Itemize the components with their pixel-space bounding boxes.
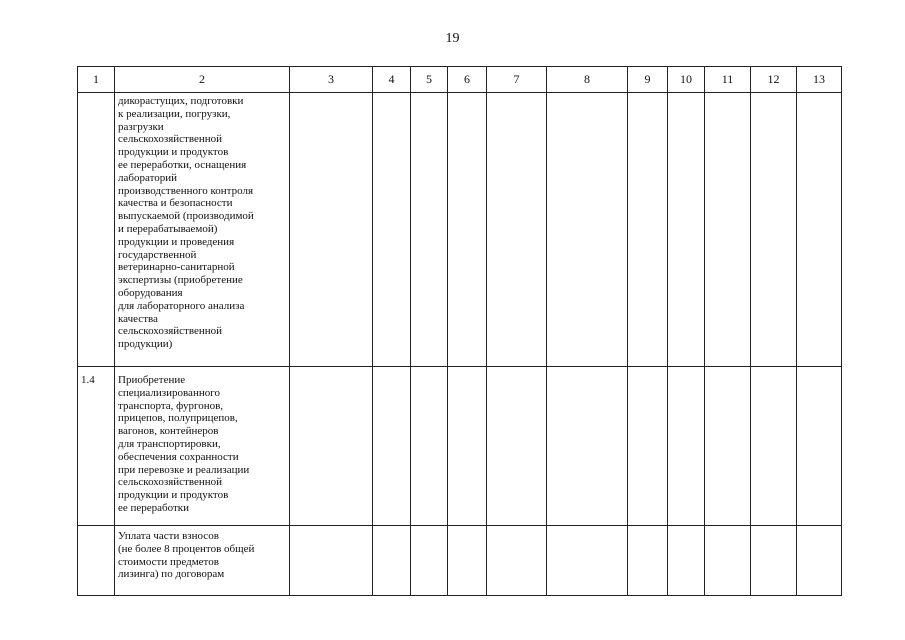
empty-cell xyxy=(411,367,448,526)
column-header: 1 xyxy=(78,67,115,93)
empty-cell xyxy=(668,93,705,367)
empty-cell xyxy=(705,526,751,596)
empty-cell xyxy=(373,367,411,526)
table-row xyxy=(78,526,842,596)
empty-cell xyxy=(547,93,628,367)
row-number: 1.4 xyxy=(78,367,115,526)
empty-cell xyxy=(290,367,373,526)
column-header: 11 xyxy=(705,67,751,93)
empty-cell xyxy=(487,367,547,526)
empty-cell xyxy=(487,93,547,367)
empty-cell xyxy=(547,526,628,596)
empty-cell xyxy=(411,93,448,367)
column-header: 7 xyxy=(487,67,547,93)
row-description: Приобретение специализированного транспорта, фургонов, прицепов, полуприцепов, вагонов, контейнеров для транспортировки, обеспечения сохранности при перевозке и реализации сельскохозяйственной продукции и продуктов ее переработки xyxy=(115,367,290,526)
empty-cell xyxy=(373,526,411,596)
empty-cell xyxy=(797,93,842,367)
empty-cell xyxy=(797,526,842,596)
row-number xyxy=(78,526,115,596)
column-header: 6 xyxy=(448,67,487,93)
header-row xyxy=(78,67,842,93)
column-header: 4 xyxy=(373,67,411,93)
empty-cell xyxy=(290,526,373,596)
empty-cell xyxy=(628,526,668,596)
empty-cell xyxy=(668,367,705,526)
data-table xyxy=(77,66,842,596)
empty-cell xyxy=(751,367,797,526)
empty-cell xyxy=(448,526,487,596)
empty-cell xyxy=(705,367,751,526)
column-header: 3 xyxy=(290,67,373,93)
column-header: 8 xyxy=(547,67,628,93)
empty-cell xyxy=(373,93,411,367)
column-header: 5 xyxy=(411,67,448,93)
empty-cell xyxy=(487,526,547,596)
empty-cell xyxy=(797,367,842,526)
empty-cell xyxy=(547,367,628,526)
empty-cell xyxy=(705,93,751,367)
column-header: 13 xyxy=(797,67,842,93)
empty-cell xyxy=(290,93,373,367)
row-description: дикорастущих, подготовки к реализации, погрузки, разгрузки сельскохозяйственной продукции и продуктов ее переработки, оснащения лабораторий производственного контроля качества и безопасности выпускаемой (производимой и перерабатываемой) продукции и проведения государственной ветеринарно-санитарной экспертизы (приобретение оборудования для лабораторного анализа качества сельскохозяйственной продукции) xyxy=(115,93,290,367)
page-number: 19 xyxy=(445,31,460,46)
empty-cell xyxy=(628,367,668,526)
row-description: Уплата части взносов (не более 8 процентов общей стоимости предметов лизинга) по договорам xyxy=(115,526,290,596)
row-number xyxy=(78,93,115,367)
empty-cell xyxy=(628,93,668,367)
empty-cell xyxy=(411,526,448,596)
column-header: 9 xyxy=(628,67,668,93)
empty-cell xyxy=(448,93,487,367)
column-header: 2 xyxy=(115,67,290,93)
table-row xyxy=(78,93,842,367)
empty-cell xyxy=(751,526,797,596)
table-row xyxy=(78,367,842,526)
column-header: 12 xyxy=(751,67,797,93)
empty-cell xyxy=(668,526,705,596)
column-header: 10 xyxy=(668,67,705,93)
empty-cell xyxy=(751,93,797,367)
empty-cell xyxy=(448,367,487,526)
